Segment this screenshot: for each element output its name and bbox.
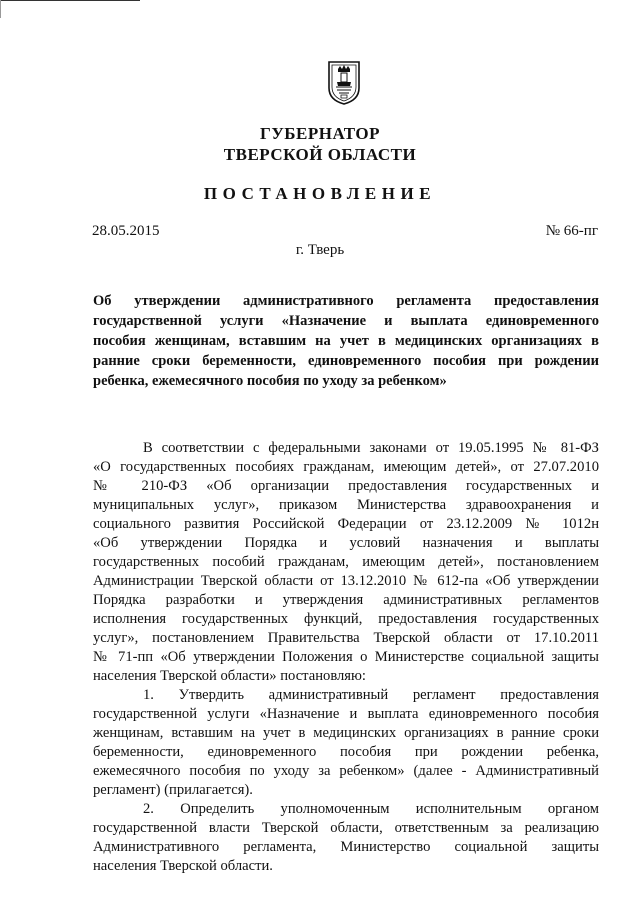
body-line: социального развития Российской Федерации от 23.12.2009 № 1012н bbox=[93, 516, 599, 532]
body-line: 1. Утвердить административный регламент предоставления bbox=[143, 687, 599, 703]
heading-line: государственной услуги «Назначение и выплата единовременного bbox=[93, 313, 599, 329]
body-line: ежемесячного пособия по уходу за ребенком» (далее - Административный bbox=[93, 763, 599, 779]
heading-line: ранние сроки беременности, единовременного пособия при рождении bbox=[93, 353, 599, 369]
tver-coat-of-arms-icon bbox=[327, 60, 361, 105]
body-line: № 210-ФЗ «Об организации предоставления государственных и bbox=[93, 478, 599, 494]
body-line: Администрации Тверской области от 13.12.2010 № 612-па «Об утверждении bbox=[93, 573, 599, 589]
body-line: населения Тверской области. bbox=[93, 858, 273, 874]
body-line: 2. Определить уполномоченным исполнительным органом bbox=[143, 801, 599, 817]
body-line: В соответствии с федеральными законами от 19.05.1995 № 81-ФЗ bbox=[143, 440, 599, 456]
body-line: услуг», постановлением Правительства Тверской области от 17.10.2011 bbox=[93, 630, 599, 646]
document-type: ПОСТАНОВЛЕНИЕ bbox=[203, 184, 437, 203]
body-line: государственных пособий гражданам, имеющим детей», постановлением bbox=[93, 554, 599, 570]
body-line: исполнения государственных функций, предоставления государственных bbox=[93, 611, 599, 627]
body-line: регламент) (прилагается). bbox=[93, 782, 253, 798]
body-line: государственной власти Тверской области, ответственным за реализацию bbox=[93, 820, 599, 836]
body-line: беременности, единовременного пособия при рождении ребенка, bbox=[93, 744, 599, 760]
authority-name-line1: ГУБЕРНАТОР bbox=[260, 124, 380, 143]
body-line: «Об утверждении Порядка и условий назначения и выплаты bbox=[93, 535, 599, 551]
body-line: населения Тверской области» постановляю: bbox=[93, 668, 366, 684]
body-line: Административного регламента, Министерство социальной защиты bbox=[93, 839, 599, 855]
body-line: Порядка разработки и утверждения административных регламентов bbox=[93, 592, 599, 608]
document-number: № 66-пг bbox=[545, 223, 598, 239]
body-line: женщинам, вставшим на учет в медицинских организациях в ранние сроки bbox=[93, 725, 599, 741]
document-city: г. Тверь bbox=[295, 242, 345, 258]
scan-edge-mark bbox=[0, 0, 140, 1]
body-line: № 71-пп «Об утверждении Положения о Министерстве социальной защиты bbox=[93, 649, 599, 665]
heading-line: ребенка, ежемесячного пособия по уходу за ребенком» bbox=[93, 373, 447, 389]
body-line: «О государственных пособиях гражданам, имеющим детей», от 27.07.2010 bbox=[93, 459, 599, 475]
heading-line: Об утверждении административного регламента предоставления bbox=[93, 293, 599, 309]
document-body bbox=[93, 439, 599, 876]
body-line: государственной услуги «Назначение и выплата единовременного пособия bbox=[93, 706, 599, 722]
body-line: муниципальных услуг», приказом Министерства здравоохранения и bbox=[93, 497, 599, 513]
document-heading bbox=[93, 291, 599, 391]
document-date: 28.05.2015 bbox=[92, 223, 160, 239]
scan-edge-mark-vertical bbox=[0, 0, 1, 18]
heading-line: пособия женщинам, вставшим на учет в медицинских организациях в bbox=[93, 333, 599, 349]
authority-name-line2: ТВЕРСКОЙ ОБЛАСТИ bbox=[223, 145, 417, 164]
